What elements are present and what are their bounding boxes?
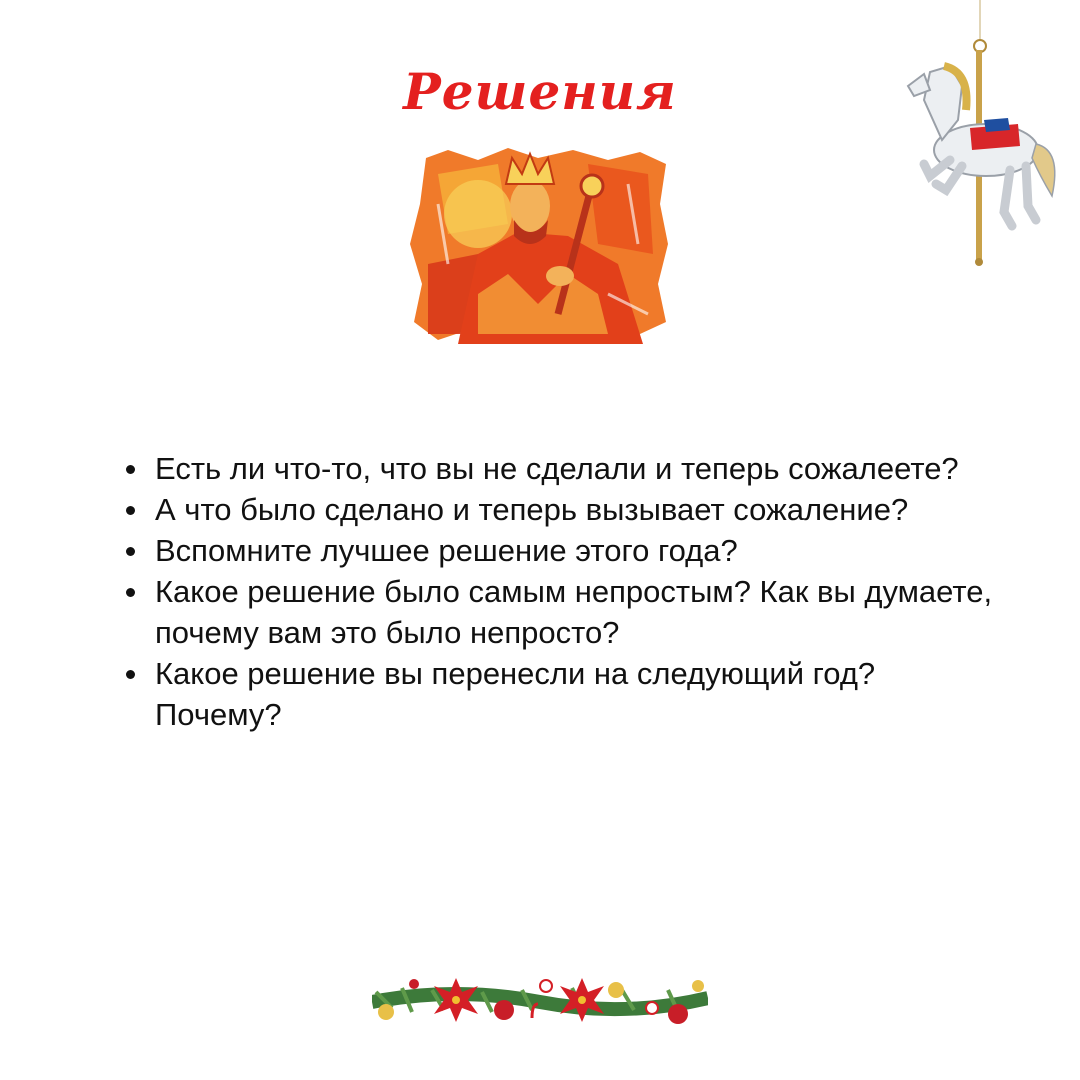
list-item: Есть ли что-то, что вы не сделали и теперь сожалеете? <box>120 448 1000 489</box>
question-list <box>120 448 1000 735</box>
list-item: А что было сделано и теперь вызывает сожаление? <box>120 489 1000 530</box>
page-title: Решения <box>403 62 677 121</box>
list-item: Какое решение было самым непростым? Как вы думаете, почему вам это было непросто? <box>120 571 1000 653</box>
list-item: Какое решение вы перенесли на следующий год? Почему? <box>120 653 1000 735</box>
list-item: Вспомните лучшее решение этого года? <box>120 530 1000 571</box>
carousel-horse-ornament-icon <box>900 0 1064 266</box>
christmas-garland-icon <box>372 968 708 1032</box>
king-illustration <box>408 144 670 346</box>
